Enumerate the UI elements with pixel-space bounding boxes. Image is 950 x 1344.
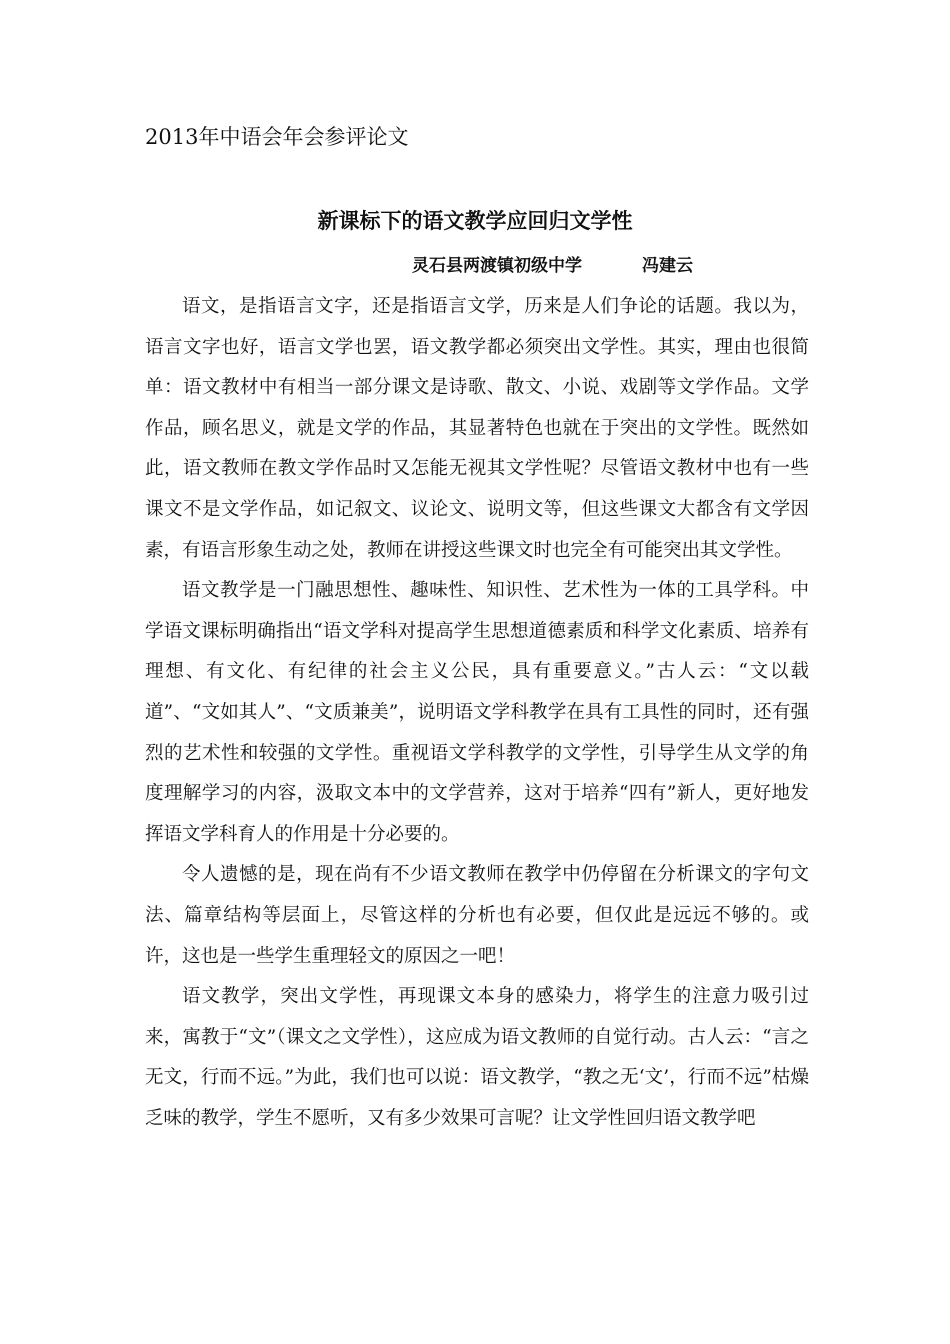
conference-header: 2013年中语会年会参评论文: [145, 125, 409, 149]
author-name: 冯建云: [642, 256, 693, 276]
body-text: [145, 287, 809, 1139]
body-paragraph: 语文教学，突出文学性，再现课文本身的感染力，将学生的注意力吸引过来，寓教于“文”（课文之文学性），这应成为语文教师的自觉行动。古人云：“言之无文，行而不远。”为此，我们也可以说：语文教学，“教之无‘文’，行而不远”枯燥乏味的教学，学生不愿听，又有多少效果可言呢？让文学性回归语文教学吧: [145, 986, 809, 1129]
body-paragraph: 令人遗憾的是，现在尚有不少语文教师在教学中仍停留在分析课文的字句文法、篇章结构等层面上，尽管这样的分析也有必要，但仅此是远远不够的。或许，这也是一些学生重理轻文的原因之一吧！: [145, 864, 809, 967]
body-paragraph: 语文，是指语言文字，还是指语言文学，历来是人们争论的话题。我以为，语言文字也好，语言文学也罢，语文教学都必须突出文学性。其实，理由也很简单：语文教材中有相当一部分课文是诗歌、散文、小说、戏剧等文学作品。文学作品，顾名思义，就是文学的作品，其显著特色也就在于突出的文学性。既然如此，语文教师在教文学作品时又怎能无视其文学性呢？尽管语文教材中也有一些课文不是文学作品，如记叙文、议论文、说明文等，但这些课文大都含有文学因素，有语言形象生动之处，教师在讲授这些课文时也完全有可能突出其文学性。: [145, 296, 809, 561]
author-affiliation: 灵石县两渡镇初级中学: [412, 256, 582, 276]
paper-title: 新课标下的语文教学应回归文学性: [317, 209, 633, 233]
body-paragraph: 语文教学是一门融思想性、趣味性、知识性、艺术性为一体的工具学科。中学语文课标明确指出“语文学科对提高学生思想道德素质和科学文化素质、培养有理想、有文化、有纪律的社会主义公民，具有重要意义。”古人云：“文以载道”、“文如其人”、“文质兼美”，说明语文学科教学在具有工具性的同时，还有强烈的艺术性和较强的文学性。重视语文学科教学的文学性，引导学生从文学的角度理解学习的内容，汲取文本中的文学营养，这对于培养“四有”新人，更好地发挥语文学科育人的作用是十分必要的。: [145, 580, 809, 845]
byline: [412, 252, 693, 280]
